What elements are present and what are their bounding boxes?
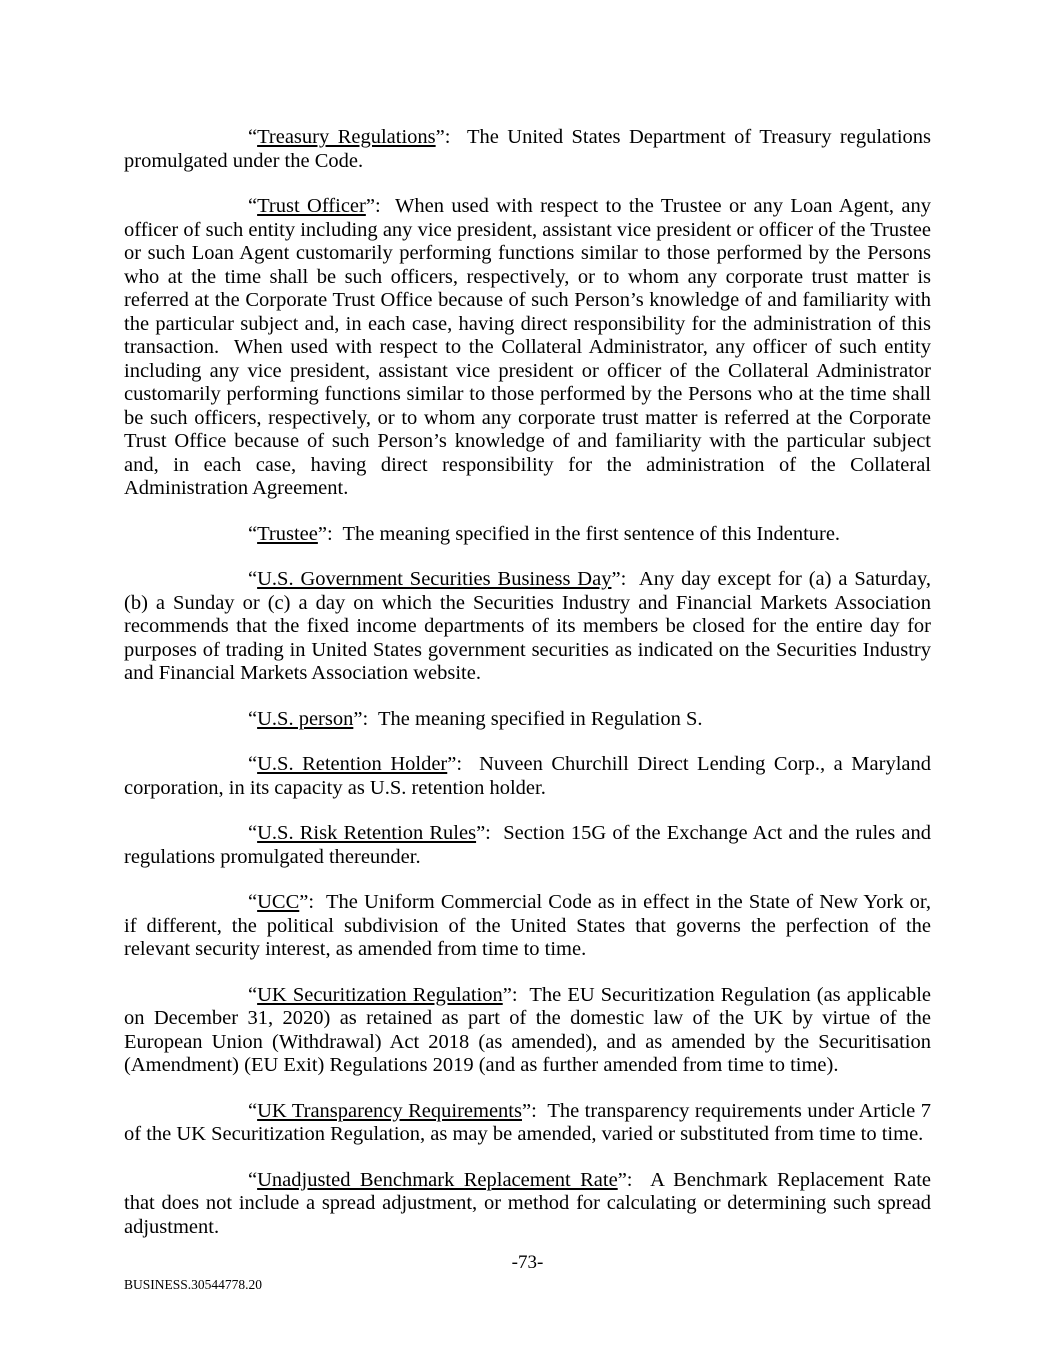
definition-text: ”: The meaning specified in the first sentence of this Indenture. [317,522,841,545]
quote-open: “ [248,126,258,148]
definition-uk-securitization-regulation [124,984,931,1078]
definition-text: ”: Any day except for (a) a Saturday, (b) a Sunday or (c) a day on which the Securities Industry and Financial Markets Association recommends that the fixed income departments of its members be closed for the entire day for purposes of trading in United States government securities as indicated on the Securities Industry and Financial Markets Association website. [124,568,931,684]
defined-term: UK Transparency Requirements [257,1099,522,1122]
quote-open: “ [248,753,258,775]
defined-term: U.S. Risk Retention Rules [257,822,477,844]
definition-us-risk-retention-rules [124,822,931,869]
quote-open: “ [248,195,258,217]
document-id: BUSINESS.30544778.20 [124,1277,263,1292]
quote-open: “ [248,822,258,844]
definition-text: ”: The United States Department of Treasury regulations promulgated under the Code. [124,126,931,172]
quote-open: “ [248,522,258,545]
definition-text: ”: Nuveen Churchill Direct Lending Corp., a Maryland corporation, in its capacity as U.S. retention holder. [124,753,931,799]
defined-term: Trustee [257,522,318,545]
definition-trustee [124,523,931,547]
quote-open: “ [248,568,258,590]
defined-term: U.S. Government Securities Business Day [257,568,612,590]
definition-uk-transparency-requirements [124,1100,931,1147]
definition-us-retention-holder [124,753,931,800]
definition-text: ”: The EU Securitization Regulation (as applicable on December 31, 2020) as retained as part of the domestic law of the UK by virtue of the European Union (Withdrawal) Act 2018 (as amended), and as amended by the Securitisation (Amendment) (EU Exit) Regulations 2019 (and as further amended from time to time). [124,983,931,1076]
definition-text: ”: Section 15G of the Exchange Act and the rules and regulations promulgated thereunder. [124,822,931,868]
quote-open: “ [248,1168,258,1191]
quote-open: “ [248,707,258,730]
definition-text: ”: The transparency requirements under Article 7 of the UK Securitization Regulation, as may be amended, varied or substituted from time to time. [124,1099,931,1145]
defined-term: UK Securitization Regulation [257,983,503,1006]
definition-text: ”: The Uniform Commercial Code as in effect in the State of New York or, if different, the political subdivision of the United States that governs the perfection of the relevant security interest, as amended from time to time. [124,891,931,960]
definition-unadjusted-benchmark-replacement-rate [124,1169,931,1240]
definition-text: ”: A Benchmark Replacement Rate that does not include a spread adjustment, or method for calculating or determining such spread adjustment. [124,1168,931,1238]
quote-open: “ [248,983,258,1006]
defined-term: Treasury Regulations [257,126,436,148]
defined-term: Unadjusted Benchmark Replacement Rate [257,1168,618,1191]
defined-term: U.S. Retention Holder [257,753,448,775]
definition-text: ”: When used with respect to the Trustee or any Loan Agent, any officer of such entity including any vice president, assistant vice president or officer of the Trustee or such Loan Agent customarily performing functions similar to those performed by the Persons who at the time shall be such officers, respectively, or to whom any corporate trust matter is referred at the Corporate Trust Office because of such Person’s knowledge of and familiarity with the particular subject and, in each case, having direct responsibility for the administration of this transaction. When used with respect to the Collateral Administrator, any officer of such entity including any vice president, assistant vice president or officer of the Collateral Administrator customarily performing functions similar to those performed by the Persons who at the time shall be such officers, respectively, or to whom any corporate trust matter is referred at the Corporate Trust Office because of such Person’s knowledge of and familiarity with the particular subject and, in each case, having direct responsibility for the administration of the Collateral Administration Agreement. [124,195,931,499]
document-body [124,126,931,1261]
definition-treasury-regulations [124,126,931,173]
defined-term: Trust Officer [257,195,366,217]
definition-trust-officer [124,195,931,501]
defined-term: UCC [257,891,300,913]
definition-ucc [124,891,931,962]
quote-open: “ [248,1099,258,1122]
definition-text: ”: The meaning specified in Regulation S. [353,707,703,730]
definition-us-person [124,708,931,732]
defined-term: U.S. person [257,707,354,730]
definition-us-government-securities-business-day [124,568,931,686]
quote-open: “ [248,891,258,913]
page-number: -73- [511,1252,544,1273]
